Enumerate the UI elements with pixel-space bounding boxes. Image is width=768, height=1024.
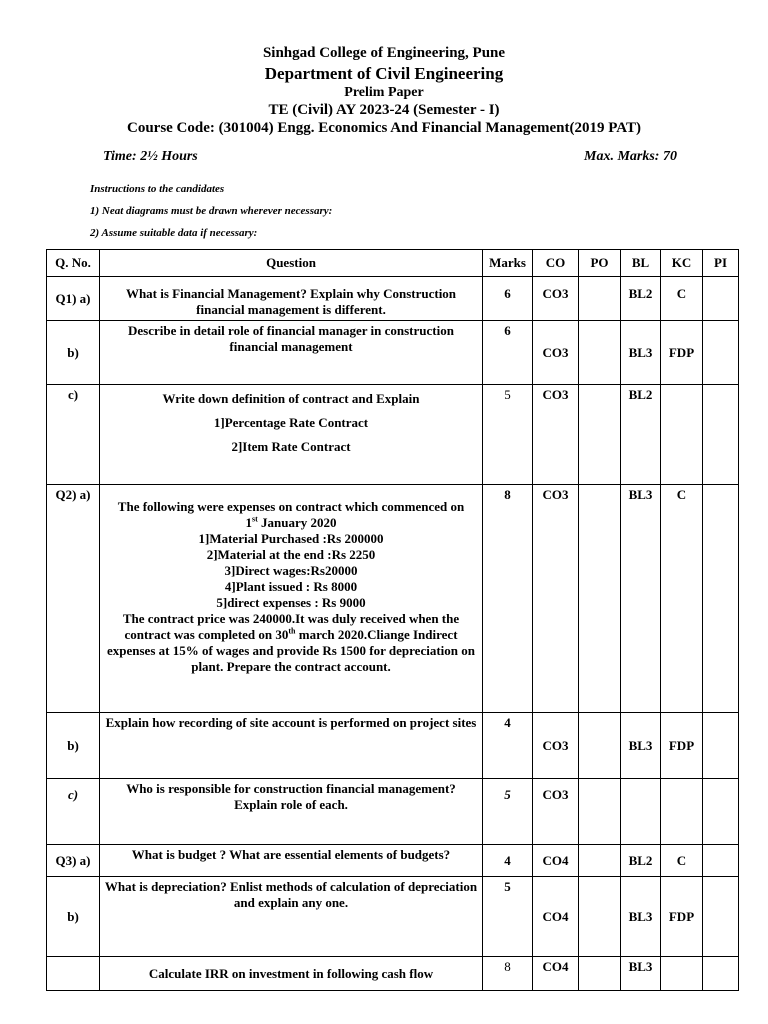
column-header: Question [100,250,483,277]
college-name: Sinhgad College of Engineering, Pune [262,45,506,61]
column-header: Q. No. [47,250,100,277]
table-row [47,485,739,713]
question-text [100,385,483,485]
co-cell: CO3 [533,385,579,485]
kc-cell [661,779,703,845]
co-cell: CO3 [533,321,579,385]
question-text: Calculate IRR on investment in following cash flow [100,957,483,991]
kc-cell [661,957,703,991]
bl-cell: BL2 [621,845,661,877]
co-cell: CO3 [533,779,579,845]
column-header: KC [661,250,703,277]
date-day: 30 [275,627,289,642]
column-header: BL [621,250,661,277]
po-cell [579,957,621,991]
question-number: Q3) a) [47,845,100,877]
marks-cell: 4 [483,713,533,779]
co-cell: CO4 [533,845,579,877]
co-cell: CO3 [533,277,579,321]
marks-cell: 8 [483,957,533,991]
question-number: c) [47,779,100,845]
table-row [47,321,739,385]
question-text: Explain how recording of site account is performed on project sites [100,713,483,779]
question-number: b) [47,713,100,779]
question-line: 3]Direct wages:Rs20000 [224,563,358,578]
po-cell [579,321,621,385]
pi-cell [703,845,739,877]
question-number: Q2) a) [47,485,100,713]
question-text-part: march 2020.Cliange Indirect expenses at 15% of wages and provide Rs 1500 for depreciation on plant. Prepare the contract account. [107,627,475,674]
kc-cell: C [661,277,703,321]
question-line: The following were expenses on contract which commenced on [117,499,465,514]
marks-cell: 8 [483,485,533,713]
kc-cell: FDP [661,713,703,779]
question-text: What is budget ? What are essential elements of budgets? [100,845,483,877]
question-number: b) [47,877,100,957]
bl-cell: BL3 [621,877,661,957]
date-suffix: st [251,514,258,524]
date-day: 1 [245,515,252,530]
column-header: Marks [483,250,533,277]
column-header: PI [703,250,739,277]
table-row [47,877,739,957]
pi-cell [703,713,739,779]
kc-cell: FDP [661,321,703,385]
class-info: TE (Civil) AY 2023-24 (Semester - I) [268,102,500,118]
bl-cell [621,779,661,845]
po-cell [579,877,621,957]
max-marks: Max. Marks: 70 [584,149,677,164]
marks-cell: 4 [483,845,533,877]
pi-cell [703,485,739,713]
exam-time: Time: 2½ Hours [103,149,198,164]
pi-cell [703,877,739,957]
co-cell: CO4 [533,957,579,991]
kc-cell: C [661,845,703,877]
table-row [47,277,739,321]
kc-cell [661,385,703,485]
po-cell [579,385,621,485]
question-number: c) [47,385,100,485]
date-text: January 2020 [261,515,337,530]
table-row [47,385,739,485]
co-cell: CO3 [533,713,579,779]
instructions-title: Instructions to the candidates [90,183,225,195]
question-line [103,611,479,675]
po-cell [579,485,621,713]
question-line: 1]Percentage Rate Contract [213,415,369,430]
department-name: Department of Civil Engineering [264,64,504,83]
question-text: What is depreciation? Enlist methods of calculation of depreciation and explain any one. [100,877,483,957]
question-number: Q1) a) [47,277,100,321]
po-cell [579,845,621,877]
marks-cell: 6 [483,277,533,321]
question-line: 2]Item Rate Contract [231,439,351,454]
question-number: b) [47,321,100,385]
bl-cell: BL2 [621,277,661,321]
pi-cell [703,779,739,845]
paper-type: Prelim Paper [344,85,424,100]
kc-cell: C [661,485,703,713]
table-row [47,713,739,779]
pi-cell [703,277,739,321]
po-cell [579,277,621,321]
marks-cell: 5 [483,779,533,845]
instruction-item: 2) Assume suitable data if necessary: [90,227,258,239]
marks-cell: 6 [483,321,533,385]
pi-cell [703,957,739,991]
marks-cell: 5 [483,385,533,485]
bl-cell: BL3 [621,957,661,991]
question-text [100,485,483,713]
course-code: Course Code: (301004) Engg. Economics And Financial Management(2019 PAT) [126,120,641,136]
pi-cell [703,385,739,485]
kc-cell: FDP [661,877,703,957]
marks-cell: 5 [483,877,533,957]
question-text: What is Financial Management? Explain why Construction financial management is different. [100,277,483,321]
bl-cell: BL2 [621,385,661,485]
question-line: 1]Material Purchased :Rs 200000 [198,531,384,546]
po-cell [579,713,621,779]
question-line: 4]Plant issued : Rs 8000 [224,579,358,594]
table-row [47,957,739,991]
question-line: 2]Material at the end :Rs 2250 [206,547,376,562]
question-text: Who is responsible for construction financial management? Explain role of each. [100,779,483,845]
question-line: 5]direct expenses : Rs 9000 [216,595,366,610]
bl-cell: BL3 [621,485,661,713]
question-line: Write down definition of contract and Explain [162,391,420,406]
question-line [103,515,479,531]
question-table [46,249,739,991]
instruction-item: 1) Neat diagrams must be drawn wherever necessary: [90,205,333,217]
pi-cell [703,321,739,385]
co-cell: CO3 [533,485,579,713]
bl-cell: BL3 [621,321,661,385]
table-row [47,845,739,877]
question-text-part: The contract price was 240000.It was duly received when the contract was completed on [122,611,460,642]
column-header: PO [579,250,621,277]
co-cell: CO4 [533,877,579,957]
table-header-row [47,250,739,277]
question-text: Describe in detail role of financial manager in construction financial management [100,321,483,385]
bl-cell: BL3 [621,713,661,779]
column-header: CO [533,250,579,277]
po-cell [579,779,621,845]
table-row [47,779,739,845]
date-suffix: th [288,626,296,636]
question-number [47,957,100,991]
